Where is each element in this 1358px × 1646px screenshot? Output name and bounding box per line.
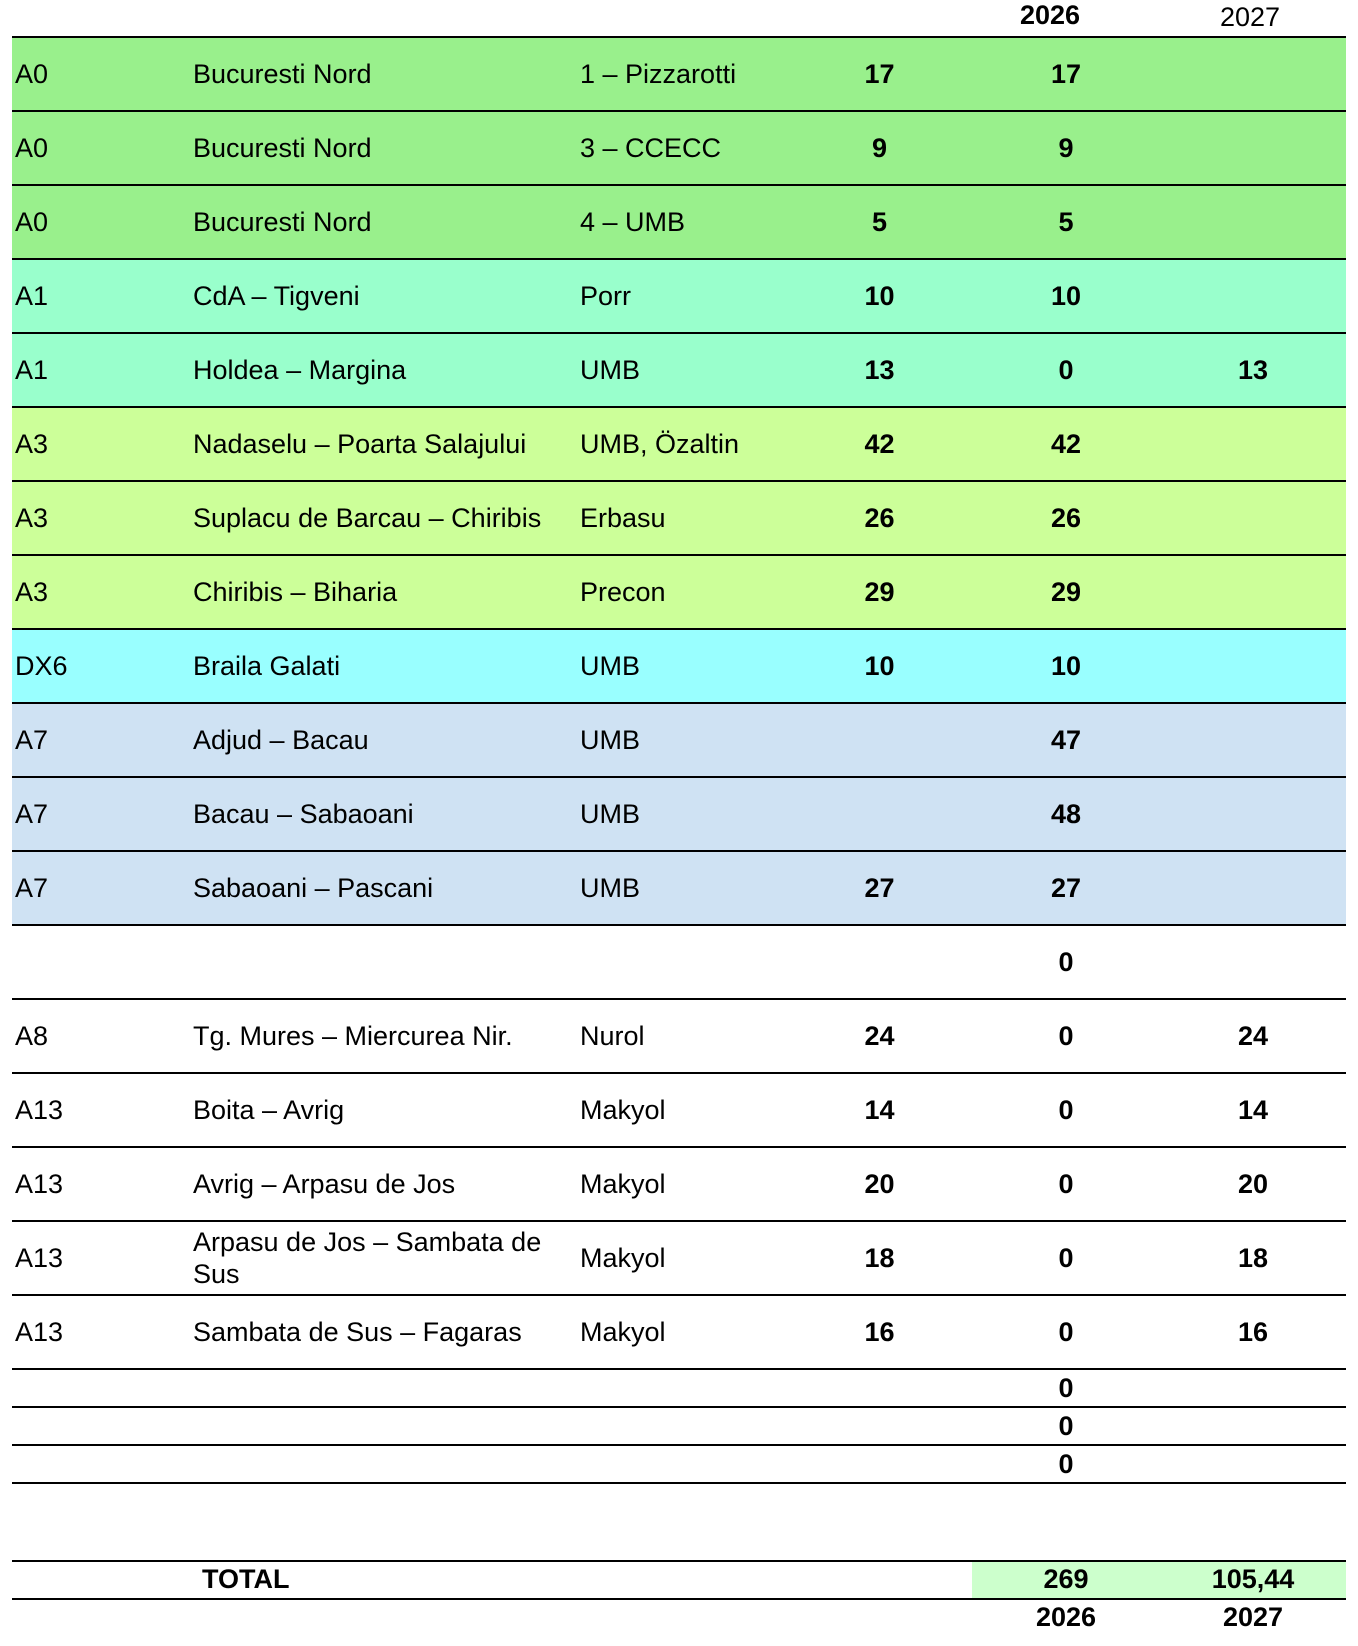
road-code-cell: A7 <box>12 851 190 925</box>
length-km-cell: 16 <box>787 1295 972 1369</box>
road-code-cell: A0 <box>12 111 190 185</box>
length-km-cell: 26 <box>787 481 972 555</box>
section-cell: Chiribis – Biharia <box>190 555 577 629</box>
empty-cell <box>1160 1369 1346 1407</box>
value-2026-cell: 0 <box>972 1445 1160 1483</box>
value-2027-cell <box>1160 481 1346 555</box>
table-row <box>12 481 1346 555</box>
value-2027-cell <box>1160 703 1346 777</box>
value-2026-cell: 0 <box>972 1073 1160 1147</box>
road-code-cell: A0 <box>12 37 190 111</box>
value-2026-cell: 42 <box>972 407 1160 481</box>
empty-cell <box>190 1407 577 1445</box>
length-km-cell: 24 <box>787 999 972 1073</box>
empty-cell <box>577 1369 787 1407</box>
empty-cell <box>787 1369 972 1407</box>
value-2026-cell: 0 <box>972 999 1160 1073</box>
road-code-cell: A13 <box>12 1295 190 1369</box>
value-2026-cell: 0 <box>972 1147 1160 1221</box>
section-cell <box>190 925 577 999</box>
length-km-cell <box>787 777 972 851</box>
contractor-cell: UMB <box>577 333 787 407</box>
table-row <box>12 851 1346 925</box>
table-row <box>12 1147 1346 1221</box>
contractor-cell <box>577 925 787 999</box>
section-cell: Bucuresti Nord <box>190 111 577 185</box>
empty-cell <box>577 1407 787 1445</box>
contractor-cell: Makyol <box>577 1221 787 1295</box>
value-2026-cell: 17 <box>972 37 1160 111</box>
length-km-cell: 14 <box>787 1073 972 1147</box>
table-row <box>12 37 1346 111</box>
table-row <box>12 1073 1346 1147</box>
road-code-cell: A3 <box>12 407 190 481</box>
contractor-cell: UMB <box>577 703 787 777</box>
contractor-cell: Porr <box>577 259 787 333</box>
header-year-2026: 2026 <box>1020 0 1081 30</box>
section-cell: Bacau – Sabaoani <box>190 777 577 851</box>
total-row <box>12 1560 1346 1600</box>
length-km-cell: 27 <box>787 851 972 925</box>
road-code-cell: DX6 <box>12 629 190 703</box>
contractor-cell: UMB <box>577 777 787 851</box>
road-code-cell: A13 <box>12 1147 190 1221</box>
section-cell: Tg. Mures – Miercurea Nir. <box>190 999 577 1073</box>
value-2026-cell: 0 <box>972 1407 1160 1445</box>
table-row <box>12 703 1346 777</box>
section-cell: Bucuresti Nord <box>190 185 577 259</box>
value-2026-cell: 48 <box>972 777 1160 851</box>
length-km-cell: 10 <box>787 629 972 703</box>
contractor-cell: UMB <box>577 629 787 703</box>
value-2027-cell <box>1160 555 1346 629</box>
value-2026-cell: 0 <box>972 1295 1160 1369</box>
contractor-cell: UMB, Özaltin <box>577 407 787 481</box>
length-km-cell: 13 <box>787 333 972 407</box>
value-2026-cell: 9 <box>972 111 1160 185</box>
value-2026-cell: 5 <box>972 185 1160 259</box>
length-km-cell: 17 <box>787 37 972 111</box>
empty-cell <box>12 1369 190 1407</box>
table-row <box>12 259 1346 333</box>
length-km-cell: 42 <box>787 407 972 481</box>
road-code-cell: A8 <box>12 999 190 1073</box>
value-2026-cell: 10 <box>972 629 1160 703</box>
value-2027-cell <box>1160 777 1346 851</box>
empty-cell <box>12 1445 190 1483</box>
value-2026-cell: 27 <box>972 851 1160 925</box>
contractor-cell: Makyol <box>577 1147 787 1221</box>
road-code-cell: A13 <box>12 1221 190 1295</box>
empty-cell <box>190 1369 577 1407</box>
value-2026-cell: 0 <box>972 925 1160 999</box>
value-2027-cell <box>1160 851 1346 925</box>
value-2026-cell: 0 <box>972 1221 1160 1295</box>
empty-cell <box>787 1445 972 1483</box>
section-cell: Avrig – Arpasu de Jos <box>190 1147 577 1221</box>
year-header <box>12 0 1346 36</box>
total-2027: 105,44 <box>1211 1564 1295 1594</box>
section-cell: Adjud – Bacau <box>190 703 577 777</box>
table-row <box>12 925 1346 999</box>
value-2027-cell <box>1160 629 1346 703</box>
empty-cell <box>787 1407 972 1445</box>
value-2027-cell: 14 <box>1160 1073 1346 1147</box>
empty-cell <box>577 1445 787 1483</box>
empty-cell <box>12 1407 190 1445</box>
section-cell: CdA – Tigveni <box>190 259 577 333</box>
road-code-cell: A1 <box>12 259 190 333</box>
contractor-cell: 3 – CCECC <box>577 111 787 185</box>
length-km-cell: 29 <box>787 555 972 629</box>
value-2026-cell: 26 <box>972 481 1160 555</box>
table-row <box>12 1407 1346 1445</box>
value-2027-cell: 16 <box>1160 1295 1346 1369</box>
section-cell: Braila Galati <box>190 629 577 703</box>
footer-year-2027: 2027 <box>1222 1602 1284 1632</box>
section-cell: Nadaselu – Poarta Salajului <box>190 407 577 481</box>
value-2026-cell: 29 <box>972 555 1160 629</box>
length-km-cell: 9 <box>787 111 972 185</box>
road-code-cell: A7 <box>12 703 190 777</box>
total-2026: 269 <box>1043 1564 1089 1594</box>
length-km-cell <box>787 925 972 999</box>
contractor-cell: 4 – UMB <box>577 185 787 259</box>
table-row <box>12 629 1346 703</box>
contractor-cell: Nurol <box>577 999 787 1073</box>
value-2026-cell: 0 <box>972 1369 1160 1407</box>
contractor-cell: UMB <box>577 851 787 925</box>
contractor-cell: Erbasu <box>577 481 787 555</box>
section-cell: Arpasu de Jos – Sambata de Sus <box>190 1221 577 1295</box>
spreadsheet <box>12 0 1346 1632</box>
contractor-cell: 1 – Pizzarotti <box>577 37 787 111</box>
table-row <box>12 407 1346 481</box>
length-km-cell: 10 <box>787 259 972 333</box>
year-footer <box>12 1602 1346 1638</box>
value-2027-cell <box>1160 407 1346 481</box>
contractor-cell: Makyol <box>577 1295 787 1369</box>
value-2027-cell: 13 <box>1160 333 1346 407</box>
value-2026-cell: 10 <box>972 259 1160 333</box>
value-2027-cell <box>1160 259 1346 333</box>
length-km-cell: 20 <box>787 1147 972 1221</box>
section-cell: Bucuresti Nord <box>190 37 577 111</box>
value-2027-cell: 20 <box>1160 1147 1346 1221</box>
road-code-cell: A1 <box>12 333 190 407</box>
road-code-cell <box>12 925 190 999</box>
value-2026-cell: 47 <box>972 703 1160 777</box>
empty-cell <box>190 1445 577 1483</box>
value-2027-cell: 18 <box>1160 1221 1346 1295</box>
value-2027-cell <box>1160 185 1346 259</box>
table-row <box>12 1221 1346 1295</box>
section-cell: Suplacu de Barcau – Chiribis <box>190 481 577 555</box>
section-cell: Sambata de Sus – Fagaras <box>190 1295 577 1369</box>
table-row <box>12 555 1346 629</box>
total-label: TOTAL <box>202 1564 290 1594</box>
value-2026-cell: 0 <box>972 333 1160 407</box>
length-km-cell: 18 <box>787 1221 972 1295</box>
table-row <box>12 777 1346 851</box>
road-code-cell: A7 <box>12 777 190 851</box>
contractor-cell: Precon <box>577 555 787 629</box>
motorway-table <box>12 36 1346 1484</box>
value-2027-cell <box>1160 925 1346 999</box>
length-km-cell <box>787 703 972 777</box>
table-row <box>12 1295 1346 1369</box>
road-code-cell: A13 <box>12 1073 190 1147</box>
value-2027-cell <box>1160 111 1346 185</box>
contractor-cell: Makyol <box>577 1073 787 1147</box>
empty-cell <box>1160 1445 1346 1483</box>
footer-year-2026: 2026 <box>1035 1602 1097 1632</box>
section-cell: Holdea – Margina <box>190 333 577 407</box>
table-row <box>12 333 1346 407</box>
table-row <box>12 111 1346 185</box>
road-code-cell: A3 <box>12 481 190 555</box>
section-cell: Boita – Avrig <box>190 1073 577 1147</box>
road-code-cell: A0 <box>12 185 190 259</box>
table-row <box>12 999 1346 1073</box>
empty-cell <box>1160 1407 1346 1445</box>
table-row <box>12 1369 1346 1407</box>
table-row <box>12 1445 1346 1483</box>
header-year-2027: 2027 <box>1220 2 1281 32</box>
section-cell: Sabaoani – Pascani <box>190 851 577 925</box>
length-km-cell: 5 <box>787 185 972 259</box>
value-2027-cell: 24 <box>1160 999 1346 1073</box>
road-code-cell: A3 <box>12 555 190 629</box>
value-2027-cell <box>1160 37 1346 111</box>
table-row <box>12 185 1346 259</box>
